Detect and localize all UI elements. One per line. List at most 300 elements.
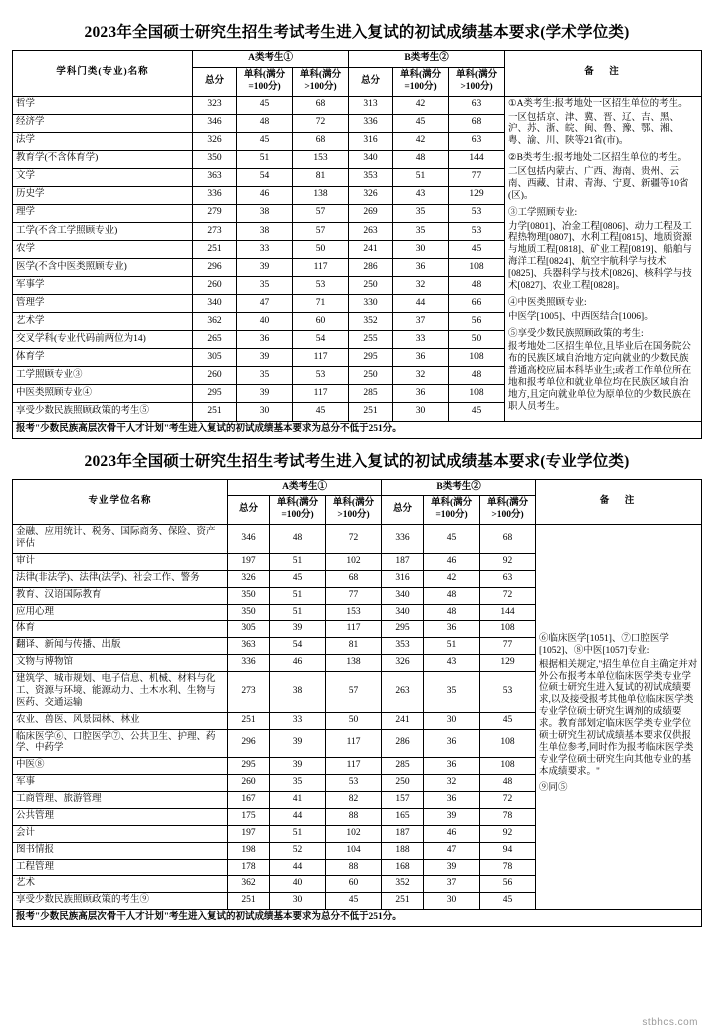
row-subject: 享受少数民族照顾政策的考生⑨ [13,893,228,910]
header-a-total: 总分 [228,496,270,525]
cell-b-total: 187 [382,553,424,570]
cell-b-gt100: 68 [449,114,505,132]
cell-a-gt100: 117 [326,758,382,775]
section2-footer-note: 报考"少数民族高层次骨干人才计划"考生进入复试的初试成绩基本要求为总分不低于251分。 [13,910,702,927]
cell-b-gt100: 63 [480,570,536,587]
header-a-single100: 单科(满分=100分) [270,496,326,525]
table-professional-degree [12,479,702,928]
cell-b-100: 30 [393,241,449,259]
cell-b-100: 45 [424,525,480,554]
cell-b-100: 36 [393,385,449,403]
cell-a-100: 38 [270,672,326,713]
cell-a-gt100: 81 [293,168,349,186]
cell-b-gt100: 66 [449,295,505,313]
cell-a-total: 350 [228,604,270,621]
cell-b-100: 36 [393,349,449,367]
cell-a-100: 35 [237,277,293,295]
cell-b-total: 336 [349,114,393,132]
cell-a-100: 30 [270,893,326,910]
cell-a-gt100: 68 [326,570,382,587]
remark-cell-academic [505,96,702,421]
cell-a-total: 175 [228,808,270,825]
table-footer-row [13,421,702,438]
cell-a-100: 54 [270,638,326,655]
cell-b-total: 336 [382,525,424,554]
cell-a-gt100: 117 [326,729,382,758]
cell-b-total: 286 [382,729,424,758]
header-subject: 专业学位名称 [13,479,228,525]
cell-a-100: 40 [237,313,293,331]
cell-b-total: 316 [382,570,424,587]
row-subject: 艺术学 [13,313,193,331]
row-subject: 体育 [13,621,228,638]
cell-a-gt100: 153 [293,150,349,168]
cell-b-total: 250 [382,775,424,792]
row-subject: 军事 [13,775,228,792]
note-line: 报考地处二区招生单位,且毕业后在国务院公布的民族区域自治地方定向就业的少数民族普通高校应届本科毕业生;或者工作单位所在地和报考单位和就业单位均在民族区域自治地方,且定向就业单位为原单位的少数民族在职人员考生。 [508,342,692,412]
row-subject: 体育学 [13,349,193,367]
cell-b-total: 157 [382,792,424,809]
cell-b-total: 326 [349,186,393,204]
cell-a-100: 45 [270,570,326,587]
cell-b-gt100: 108 [480,729,536,758]
cell-b-total: 295 [349,349,393,367]
cell-a-gt100: 72 [293,114,349,132]
table-academic-degree [12,50,702,439]
header-remark: 备 注 [536,479,702,525]
header-b-single100: 单科(满分=100分) [393,67,449,96]
cell-a-gt100: 50 [326,712,382,729]
cell-a-total: 197 [228,553,270,570]
cell-b-100: 51 [393,168,449,186]
section-professional-degree [12,449,702,928]
cell-a-total: 273 [228,672,270,713]
cell-a-100: 47 [237,295,293,313]
cell-b-100: 37 [393,313,449,331]
cell-b-total: 251 [349,403,393,421]
cell-a-gt100: 45 [293,403,349,421]
cell-a-total: 350 [228,587,270,604]
cell-b-100: 42 [393,132,449,150]
row-subject: 中医类照顾专业④ [13,385,193,403]
cell-b-100: 43 [424,655,480,672]
remark-cell-professional [536,525,702,910]
cell-a-100: 35 [270,775,326,792]
cell-a-gt100: 53 [326,775,382,792]
cell-a-total: 362 [193,313,237,331]
section-academic-degree [12,20,702,439]
cell-b-gt100: 78 [480,808,536,825]
cell-a-total: 265 [193,331,237,349]
cell-b-100: 47 [424,842,480,859]
row-subject: 图书情报 [13,842,228,859]
cell-b-gt100: 45 [480,712,536,729]
table-row [13,96,702,114]
row-subject: 翻译、新闻与传播、出版 [13,638,228,655]
cell-b-100: 35 [393,204,449,222]
cell-b-100: 36 [393,259,449,277]
cell-b-gt100: 72 [480,587,536,604]
cell-b-gt100: 129 [480,655,536,672]
cell-a-100: 51 [270,587,326,604]
cell-b-total: 263 [382,672,424,713]
row-subject: 农业、兽医、风景园林、林业 [13,712,228,729]
cell-b-total: 353 [349,168,393,186]
cell-a-total: 362 [228,876,270,893]
row-subject: 交叉学科(专业代码前两位为14) [13,331,193,349]
cell-b-gt100: 108 [449,385,505,403]
cell-b-gt100: 56 [449,313,505,331]
cell-b-gt100: 77 [480,638,536,655]
cell-b-gt100: 129 [449,186,505,204]
cell-a-gt100: 138 [326,655,382,672]
watermark-text: stbhcs.com [642,1017,698,1028]
cell-a-total: 326 [228,570,270,587]
cell-b-100: 30 [393,403,449,421]
cell-a-total: 363 [193,168,237,186]
note-line: ①A类考生:报考地处一区招生单位的考生。 [508,98,688,109]
cell-a-100: 39 [270,758,326,775]
cell-a-100: 51 [270,604,326,621]
cell-b-gt100: 94 [480,842,536,859]
row-subject: 历史学 [13,186,193,204]
section2-title: 2023年全国硕士研究生招生考试考生进入复试的初试成绩基本要求(专业学位类) [84,452,630,470]
header-group-a: A类考生① [193,51,349,68]
cell-b-total: 286 [349,259,393,277]
cell-a-100: 38 [237,204,293,222]
row-subject: 审计 [13,553,228,570]
section1-footer-note: 报考"少数民族高层次骨干人才计划"考生进入复试的初试成绩基本要求为总分不低于251分。 [13,421,702,438]
cell-b-total: 316 [349,132,393,150]
cell-a-gt100: 57 [326,672,382,713]
cell-a-100: 40 [270,876,326,893]
note-line: 中医学[1005]、中西医结合[1006]。 [508,311,654,322]
cell-a-100: 45 [237,132,293,150]
cell-b-100: 37 [424,876,480,893]
note-line: ③工学照顾专业: [508,207,578,218]
row-subject: 金融、应用统计、税务、国际商务、保险、资产评估 [13,525,228,554]
note-line: 力学[0801]、冶金工程[0806]、动力工程及工程热物理[0807]、水利工程[0815]、地质资源与地质工程[0818]、矿业工程[0819]、船舶与海洋工程[0824]、航空宇航科学与技术[0825]、兵器科学与技术[0826]、核科学与技术[0827]、农业工程[0828]。 [508,221,692,291]
cell-a-total: 251 [228,893,270,910]
cell-a-gt100: 117 [293,259,349,277]
cell-b-gt100: 45 [449,241,505,259]
cell-a-total: 198 [228,842,270,859]
header-b-total: 总分 [382,496,424,525]
cell-b-100: 43 [393,186,449,204]
note-line: ⑨同⑤ [539,783,568,794]
cell-b-gt100: 78 [480,859,536,876]
cell-b-gt100: 108 [480,758,536,775]
row-subject: 应用心理 [13,604,228,621]
cell-a-100: 51 [270,825,326,842]
cell-a-100: 54 [237,168,293,186]
cell-a-gt100: 53 [293,367,349,385]
row-subject: 中医⑧ [13,758,228,775]
cell-a-gt100: 102 [326,553,382,570]
cell-a-gt100: 81 [326,638,382,655]
header-b-single-gt100: 单科(满分>100分) [480,496,536,525]
header-a-single-gt100: 单科(满分>100分) [293,67,349,96]
cell-a-total: 336 [228,655,270,672]
cell-a-total: 336 [193,186,237,204]
cell-b-gt100: 50 [449,331,505,349]
header-b-single100: 单科(满分=100分) [424,496,480,525]
cell-b-gt100: 92 [480,825,536,842]
cell-a-100: 33 [270,712,326,729]
section1-title: 2023年全国硕士研究生招生考试考生进入复试的初试成绩基本要求(学术学位类) [84,24,630,41]
cell-b-100: 39 [424,808,480,825]
cell-b-total: 285 [382,758,424,775]
cell-b-100: 48 [424,587,480,604]
cell-a-total: 350 [193,150,237,168]
row-subject: 教育、汉语国际教育 [13,587,228,604]
cell-b-total: 326 [382,655,424,672]
cell-a-gt100: 117 [293,349,349,367]
row-subject: 哲学 [13,96,193,114]
cell-a-total: 279 [193,204,237,222]
cell-a-gt100: 117 [293,385,349,403]
cell-b-total: 340 [382,587,424,604]
cell-b-100: 42 [424,570,480,587]
cell-b-100: 32 [393,277,449,295]
cell-a-total: 340 [193,295,237,313]
cell-a-gt100: 53 [293,277,349,295]
cell-a-100: 39 [270,621,326,638]
cell-b-gt100: 77 [449,168,505,186]
cell-b-gt100: 68 [480,525,536,554]
cell-b-gt100: 56 [480,876,536,893]
cell-a-total: 326 [193,132,237,150]
row-subject: 享受少数民族照顾政策的考生⑤ [13,403,193,421]
cell-a-100: 39 [237,385,293,403]
cell-b-total: 340 [382,604,424,621]
cell-a-100: 39 [237,349,293,367]
cell-a-100: 38 [237,222,293,240]
cell-b-gt100: 108 [449,259,505,277]
row-subject: 教育学(不含体育学) [13,150,193,168]
cell-b-total: 295 [382,621,424,638]
cell-a-total: 251 [193,241,237,259]
cell-a-100: 48 [237,114,293,132]
cell-b-total: 269 [349,204,393,222]
cell-b-gt100: 45 [480,893,536,910]
cell-b-100: 35 [393,222,449,240]
cell-b-gt100: 48 [480,775,536,792]
cell-b-total: 313 [349,96,393,114]
note-line: ⑤享受少数民族照顾政策的考生: [508,328,644,339]
cell-a-gt100: 153 [326,604,382,621]
row-subject: 工学(不含工学照顾专业) [13,222,193,240]
cell-a-total: 273 [193,222,237,240]
cell-b-total: 330 [349,295,393,313]
row-subject: 军事学 [13,277,193,295]
cell-b-total: 285 [349,385,393,403]
cell-a-100: 33 [237,241,293,259]
header-remark: 备 注 [505,51,702,97]
note-line: 二区包括内蒙古、广西、海南、贵州、云南、西藏、甘肃、青海、宁夏、新疆等10省(区)。 [508,167,689,201]
cell-a-100: 36 [237,331,293,349]
cell-a-total: 295 [193,385,237,403]
cell-a-total: 363 [228,638,270,655]
cell-a-total: 296 [193,259,237,277]
cell-b-total: 250 [349,367,393,385]
cell-b-100: 32 [393,367,449,385]
row-subject: 法律(非法学)、法律(法学)、社会工作、警务 [13,570,228,587]
cell-a-100: 45 [237,96,293,114]
cell-b-100: 51 [424,638,480,655]
header-a-total: 总分 [193,67,237,96]
cell-b-gt100: 108 [480,621,536,638]
table-header-row [13,51,702,68]
cell-a-total: 305 [193,349,237,367]
header-b-total: 总分 [349,67,393,96]
cell-b-gt100: 45 [449,403,505,421]
cell-b-total: 352 [349,313,393,331]
cell-b-100: 36 [424,729,480,758]
cell-a-gt100: 82 [326,792,382,809]
cell-b-gt100: 53 [480,672,536,713]
row-subject: 理学 [13,204,193,222]
row-subject: 法学 [13,132,193,150]
cell-a-100: 48 [270,525,326,554]
cell-b-total: 250 [349,277,393,295]
cell-b-100: 33 [393,331,449,349]
cell-a-total: 197 [228,825,270,842]
cell-b-total: 188 [382,842,424,859]
row-subject: 会计 [13,825,228,842]
cell-b-100: 39 [424,859,480,876]
cell-a-total: 167 [228,792,270,809]
cell-a-100: 44 [270,859,326,876]
cell-a-gt100: 60 [293,313,349,331]
cell-a-100: 46 [237,186,293,204]
cell-b-total: 165 [382,808,424,825]
cell-b-gt100: 108 [449,349,505,367]
cell-b-100: 48 [393,150,449,168]
cell-a-total: 251 [228,712,270,729]
header-subject: 学科门类(专业)名称 [13,51,193,97]
header-b-single-gt100: 单科(满分>100分) [449,67,505,96]
cell-b-100: 45 [393,114,449,132]
cell-b-total: 352 [382,876,424,893]
cell-b-100: 44 [393,295,449,313]
cell-a-total: 323 [193,96,237,114]
cell-b-total: 255 [349,331,393,349]
row-subject: 经济学 [13,114,193,132]
cell-a-gt100: 72 [326,525,382,554]
row-subject: 建筑学、城市规划、电子信息、机械、材料与化工、资源与环境、能源动力、土木水利、生物与医药、交通运输 [13,672,228,713]
cell-b-100: 30 [424,712,480,729]
cell-a-100: 51 [237,150,293,168]
cell-b-total: 241 [382,712,424,729]
cell-a-total: 260 [193,367,237,385]
cell-a-100: 39 [270,729,326,758]
cell-b-total: 168 [382,859,424,876]
cell-a-total: 346 [228,525,270,554]
cell-a-total: 260 [228,775,270,792]
cell-b-100: 46 [424,553,480,570]
row-subject: 文物与博物馆 [13,655,228,672]
table-row [13,525,702,554]
cell-b-total: 340 [349,150,393,168]
cell-b-total: 187 [382,825,424,842]
note-line: ④中医类照顾专业: [508,297,587,308]
cell-a-total: 305 [228,621,270,638]
cell-b-gt100: 92 [480,553,536,570]
cell-b-100: 48 [424,604,480,621]
cell-b-gt100: 53 [449,204,505,222]
cell-a-100: 39 [237,259,293,277]
cell-b-gt100: 48 [449,367,505,385]
note-line: ⑥临床医学[1051]、⑦口腔医学[1052]、⑧中医[1057]专业: [539,633,669,656]
cell-a-100: 41 [270,792,326,809]
cell-b-total: 263 [349,222,393,240]
cell-a-total: 296 [228,729,270,758]
cell-b-100: 32 [424,775,480,792]
cell-a-gt100: 104 [326,842,382,859]
cell-b-100: 42 [393,96,449,114]
cell-a-gt100: 57 [293,204,349,222]
cell-a-gt100: 54 [293,331,349,349]
cell-a-gt100: 68 [293,132,349,150]
note-line: 根据相关规定,"招生单位自主确定并对外公布报考本单位临床医学类专业学位硕士研究生进入复试的初试成绩要求,以及接受报考其他单位临床医学类专业学位硕士研究生调剂的成绩要求。教育部划定临床医学类专业学位硕士研究生初试成绩基本要求仅供报生单位参考,同时作为报考临床医学类专业学位硕士研究生向其他专业的基本成绩要求。" [539,659,698,777]
header-group-a: A类考生① [228,479,382,496]
cell-a-gt100: 138 [293,186,349,204]
cell-b-gt100: 63 [449,96,505,114]
note-line: 一区包括京、津、冀、晋、辽、吉、黑、沪、苏、浙、皖、闽、鲁、豫、鄂、湘、粤、渝、川、陕等21省(市)。 [508,112,680,147]
cell-a-total: 295 [228,758,270,775]
cell-b-gt100: 144 [480,604,536,621]
cell-a-gt100: 50 [293,241,349,259]
cell-a-gt100: 77 [326,587,382,604]
cell-a-total: 251 [193,403,237,421]
row-subject: 管理学 [13,295,193,313]
cell-b-gt100: 53 [449,222,505,240]
cell-b-gt100: 144 [449,150,505,168]
cell-b-gt100: 63 [449,132,505,150]
cell-b-100: 36 [424,792,480,809]
row-subject: 工学照顾专业③ [13,367,193,385]
cell-b-total: 251 [382,893,424,910]
cell-b-gt100: 72 [480,792,536,809]
header-a-single100: 单科(满分=100分) [237,67,293,96]
header-a-single-gt100: 单科(满分>100分) [326,496,382,525]
cell-a-gt100: 60 [326,876,382,893]
header-group-b: B类考生② [382,479,536,496]
cell-a-100: 51 [270,553,326,570]
cell-a-100: 35 [237,367,293,385]
cell-a-100: 52 [270,842,326,859]
cell-a-total: 260 [193,277,237,295]
cell-b-100: 46 [424,825,480,842]
cell-a-gt100: 88 [326,808,382,825]
cell-b-100: 36 [424,621,480,638]
cell-b-100: 35 [424,672,480,713]
row-subject: 公共管理 [13,808,228,825]
cell-b-total: 241 [349,241,393,259]
cell-a-gt100: 117 [326,621,382,638]
row-subject: 工商管理、旅游管理 [13,792,228,809]
row-subject: 农学 [13,241,193,259]
cell-b-100: 36 [424,758,480,775]
header-group-b: B类考生② [349,51,505,68]
cell-a-total: 178 [228,859,270,876]
cell-a-total: 346 [193,114,237,132]
row-subject: 艺术 [13,876,228,893]
cell-a-gt100: 68 [293,96,349,114]
table-footer-row [13,910,702,927]
cell-a-100: 44 [270,808,326,825]
